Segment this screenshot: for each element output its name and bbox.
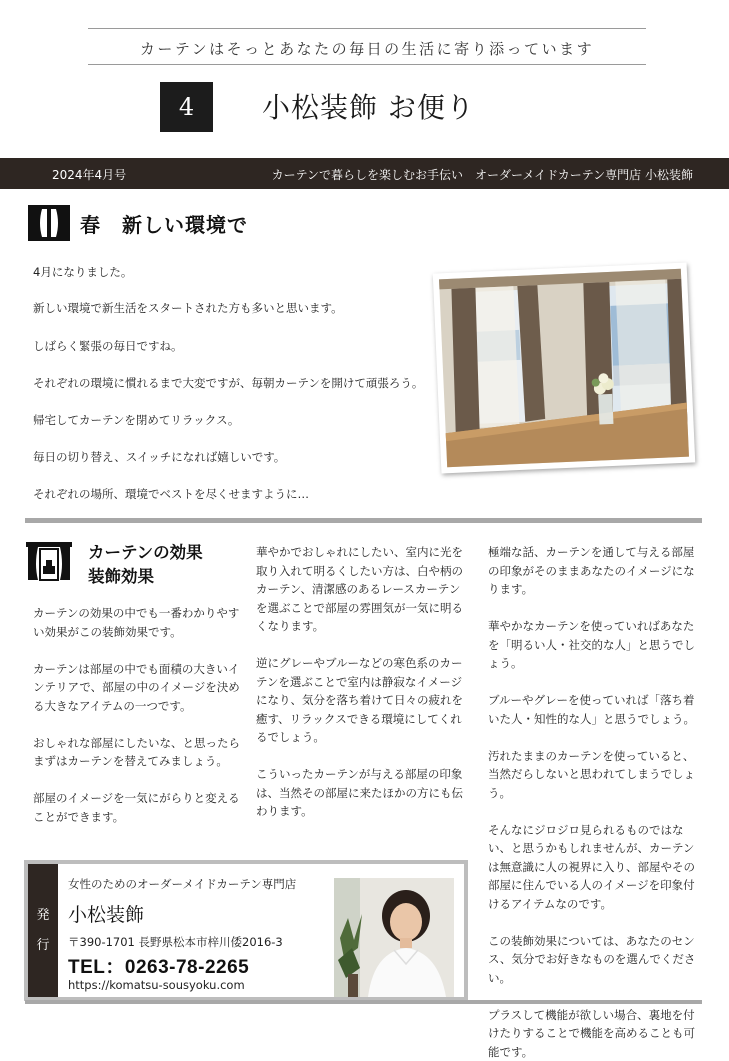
section1-paragraph: 新しい環境で新生活をスタートされた方も多いと思います。: [33, 300, 343, 316]
col2-paragraph: 華やかでおしゃれにしたい、室内に光を取り入れて明るくしたい方は、白や柄のカーテン、清潔感のあるレースカーテンを選ぶことで部屋の雰囲気が一気に明るくなります。: [256, 543, 464, 636]
section1-paragraph: 毎日の切り替え、スイッチになれば嬉しいです。: [33, 449, 285, 465]
publisher-name: 小松装飾: [68, 900, 144, 927]
col3-paragraph: 極端な話、カーテンを通して与える部屋の印象がそのままあなたのイメージになります。: [488, 543, 704, 599]
staff-portrait-photo: [334, 878, 454, 997]
col3-paragraph: 汚れたままのカーテンを使っていると、当然だらしないと思われてしまうでしょう。: [488, 747, 704, 803]
col3-paragraph: ブルーやグレーを使っていれば「落ち着いた人・知性的な人」と思うでしょう。: [488, 691, 704, 728]
publisher-address: 〒390-1701 長野県松本市梓川倭2016-3: [68, 934, 283, 950]
header-band: [0, 158, 729, 189]
publisher-subtitle: 女性のためのオーダーメイドカーテン専門店: [68, 876, 296, 892]
col3-paragraph: 華やかなカーテンを使っていればあなたを「明るい人・社交的な人」と思うでしょう。: [488, 617, 704, 673]
col1-paragraph: 部屋のイメージを一気にがらりと変えることができます。: [33, 789, 243, 826]
publisher-label-2: 行: [36, 931, 49, 961]
col1-paragraph: カーテンの効果の中でも一番わかりやすい効果がこの装飾効果です。: [33, 604, 243, 641]
col2-paragraph: 逆にグレーやブルーなどの寒色系のカーテンを選ぶことで室内は静寂なイメージになり、気分を落ち着けて日々の疲れを癒す、リラックスできる環境にしてくれるでしょう。: [256, 654, 464, 747]
col3-paragraph: そんなにジロジロ見られるものではない、と思うかもしれませんが、カーテンは無意識に人の視界に入り、部屋やその部屋に住んでいる人のイメージを印象付けるアイテムなのです。: [488, 821, 704, 914]
publisher-url[interactable]: https://komatsu-sousyoku.com: [68, 978, 245, 992]
footer-divider: [25, 1000, 702, 1004]
section2-column-1: [33, 604, 243, 826]
tagline: カーテンはそっとあなたの毎日の生活に寄り添っています: [88, 38, 646, 59]
section1-paragraph: 帰宅してカーテンを閉めてリラックス。: [33, 412, 239, 428]
window-curtain-icon: [26, 542, 72, 582]
section1-paragraph: それぞれの場所、環境でベストを尽くせますように…: [33, 486, 309, 502]
publisher-label-1: 発: [36, 901, 49, 931]
col2-paragraph: こういったカーテンが与える部屋の印象は、当然その部屋に来たほかの方にも伝わります。: [256, 765, 464, 821]
section1-paragraph: 4月になりました。: [33, 264, 132, 280]
section1-paragraph: それぞれの環境に慣れるまで大変ですが、毎朝カーテンを開けて頑張ろう。: [33, 375, 423, 391]
section2-column-3: [488, 543, 704, 1061]
issue-number: 4: [179, 93, 194, 121]
section2-title: [88, 541, 203, 589]
section1-title: 春 新しい環境で: [80, 209, 248, 238]
publisher-phone: TEL：0263-78-2265: [68, 952, 249, 979]
room-with-curtains-photo: [433, 263, 695, 474]
publisher-side-label: [28, 864, 58, 997]
band-slogan: カーテンで暮らしを楽しむお手伝い オーダーメイドカーテン専門店 小松装飾: [272, 166, 693, 183]
tagline-top-rule: [88, 28, 646, 29]
section2-title-line2: 装飾効果: [88, 565, 203, 589]
section2-column-2: [256, 543, 464, 821]
issue-number-box: [160, 82, 213, 132]
col1-paragraph: おしゃれな部屋にしたいな、と思ったらまずはカーテンを替えてみましょう。: [33, 734, 243, 771]
col3-paragraph: この装飾効果については、あなたのセンス、気分でお好きなものを選んでください。: [488, 932, 704, 988]
section1-paragraph: しばらく緊張の毎日ですね。: [33, 338, 183, 354]
issue-date: 2024年4月号: [52, 166, 126, 183]
section2-title-line1: カーテンの効果: [88, 541, 203, 565]
publisher-box: [24, 860, 468, 1001]
section-divider: [25, 518, 702, 523]
tagline-bottom-rule: [88, 64, 646, 65]
curtain-window-icon: [28, 205, 70, 241]
col1-paragraph: カーテンは部屋の中でも面積の大きいインテリアで、部屋の中のイメージを決める大きなアイテムの一つです。: [33, 660, 243, 716]
newsletter-title: 小松装飾 お便り: [262, 86, 475, 126]
col3-paragraph: プラスして機能が欲しい場合、裏地を付けたりすることで機能を高めることも可能です。: [488, 1006, 704, 1061]
